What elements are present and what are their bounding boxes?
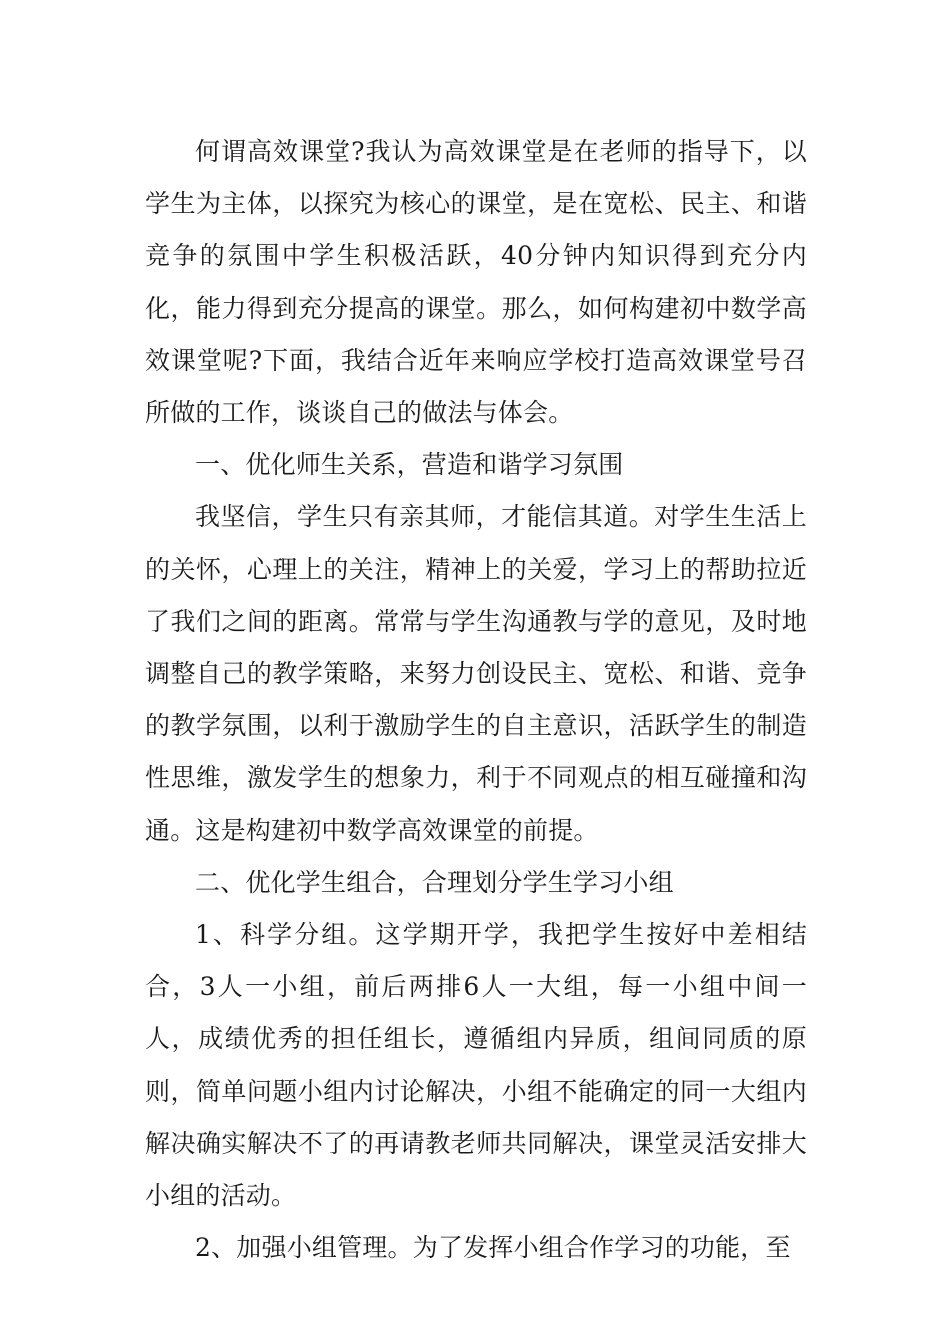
paragraph-intro: 何谓高效课堂?我认为高效课堂是在老师的指导下，以学生为主体，以探究为核心的课堂，是在宽松、民主、和谐竞争的氛围中学生积极活跃，40分钟内知识得到充分内化，能力得到充分提高的课堂。那么，如何构建初中数学高效课堂呢?下面，我结合近年来响应学校打造高效课堂号召所做的工作，谈谈自己的做法与体会。 <box>145 137 807 428</box>
section-heading-2: 二、优化学生组合，合理划分学生学习小组 <box>195 867 674 897</box>
paragraph-teacher-student: 我坚信，学生只有亲其师，才能信其道。对学生生活上的关怀，心理上的关注，精神上的关爱，学习上的帮助拉近了我们之间的距离。常常与学生沟通教与学的意见，及时地调整自己的教学策略，来努力创设民主、宽松、和谐、竞争的教学氛围，以利于激励学生的自主意识，活跃学生的制造性思维，激发学生的想象力，利于不同观点的相互碰撞和沟通。这是构建初中数学高效课堂的前提。 <box>145 502 807 845</box>
section-heading-1: 一、优化师生关系，营造和谐学习氛围 <box>195 450 624 480</box>
document-body <box>145 126 807 1274</box>
paragraph-grouping: 1、科学分组。这学期开学，我把学生按好中差相结合，3人一小组，前后两排6人一大组，每一小组中间一人，成绩优秀的担任组长，遵循组内异质，组间同质的原则，简单问题小组内讨论解决，小组不能确定的同一大组内解决确实解决不了的再请教老师共同解决，课堂灵活安排大小组的活动。 <box>145 920 807 1211</box>
paragraph-group-management: 2、加强小组管理。为了发挥小组合作学习的功能，至 <box>195 1233 791 1263</box>
